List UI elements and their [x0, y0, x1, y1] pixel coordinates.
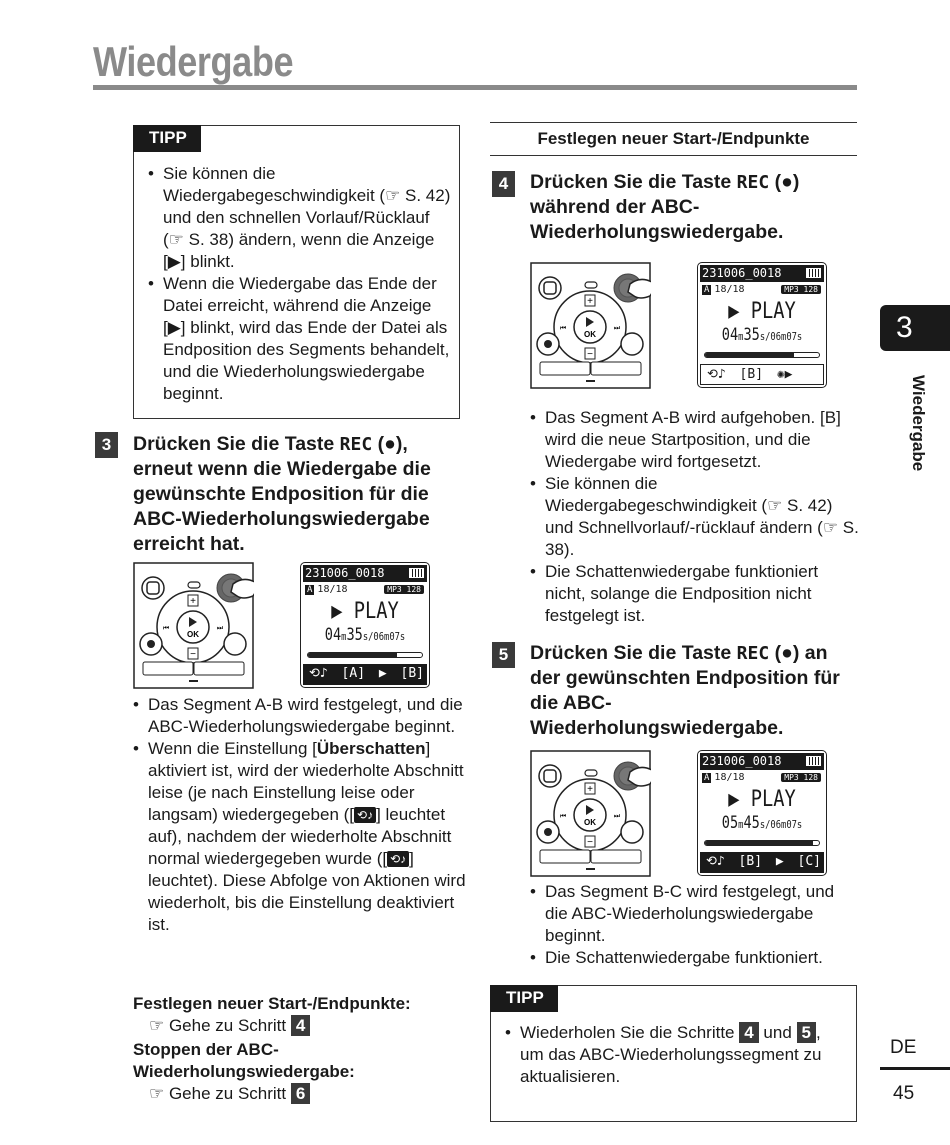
svg-text:⏮: ⏮ [559, 813, 567, 820]
step-number-5: 5 [492, 642, 515, 668]
svg-text:⏮: ⏮ [162, 625, 170, 632]
page-number: 45 [893, 1083, 915, 1104]
tipp-label: TIPP [490, 985, 558, 1012]
lcd-file-info: A 18/18 MP3 128 [698, 284, 826, 299]
lcd-abc-status: ⟲♪ [A] ▶ [B] [303, 664, 427, 685]
svg-text:+: + [190, 596, 196, 607]
step-3-heading [133, 432, 463, 557]
page-title: Wiedergabe [93, 38, 294, 85]
lcd-mode: ▶ PLAY [331, 599, 399, 624]
chapter-tab[interactable]: 3 [880, 305, 950, 351]
step-number-4: 4 [492, 171, 515, 197]
language-label: DE [890, 1037, 917, 1058]
format-badge: MP3 128 [384, 585, 424, 594]
svg-text:⏭: ⏭ [613, 813, 621, 820]
bullet: • Sie können die Wiedergabegeschwindigkeit (☞ S. 42) und Schnellvorlauf/-rücklauf ändern (☞ S. 38). [529, 473, 859, 561]
rec-key: REC [736, 172, 770, 193]
section-header: Festlegen neuer Start-/Endpunkte [490, 122, 857, 156]
bullet: • Das Segment A-B wird festgelegt, und die ABC-Wiederholungswiedergabe beginnt. [132, 694, 467, 738]
battery-icon [806, 756, 821, 766]
bullet: • Wenn die Einstellung [Überschatten] aktiviert ist, wird der wiederholte Abschnitt leise (je nach Einstellung leise oder langsam) wiedergegeben ([ ⟲♪ ] leuchtet auf), nachdem der wiederholte Abschnitt normal wiedergegeben wurde ([ ⟲♪ ] leuchtet). Diese Abfolge von Aktionen wird wiederholt, bis die Einstellung deaktiviert ist. [132, 738, 467, 936]
lcd-file-info: A 18/18 MP3 128 [698, 772, 826, 787]
device-illustration [133, 562, 254, 694]
heading-text: Drücken Sie die Taste [133, 433, 340, 455]
progress-fill [705, 353, 794, 357]
tipp-item: • Wiederholen Sie die Schritte 4 und 5 , um das ABC-Wiederholungssegment zu aktualisieren. [504, 1022, 834, 1088]
progress-bar [307, 652, 423, 658]
link-label: Festlegen neuer Start-/Endpunkte: [133, 994, 411, 1013]
lcd-screen [300, 562, 430, 688]
goto-step-6-link[interactable]: ☞ Gehe zu Schritt 6 [133, 1083, 463, 1105]
lcd-time: 04m35s/06m07s [324, 625, 406, 645]
svg-text:OK: OK [584, 330, 596, 339]
svg-text:+: + [587, 784, 593, 795]
bullet: • Die Schattenwiedergabe funktioniert nicht, solange die Endposition nicht festgelegt ist. [529, 561, 859, 627]
folder-icon: A [704, 285, 710, 295]
goto-step-4-link[interactable]: ☞ Gehe zu Schritt 4 [133, 1015, 463, 1037]
lcd-time: 04m35s/06m07s [721, 325, 803, 345]
lcd-filename: 231006_0018 [303, 565, 427, 582]
link-label: Stoppen der ABC-Wiederholungswiedergabe: [133, 1040, 355, 1081]
format-badge: MP3 128 [781, 285, 821, 294]
step-ref[interactable]: 4 [739, 1022, 758, 1043]
svg-text:−: − [587, 837, 593, 848]
progress-fill [308, 653, 397, 657]
lcd-time: 05m45s/06m07s [721, 813, 803, 833]
svg-text:+: + [587, 296, 593, 307]
recorder-svg [530, 750, 651, 877]
step-5-heading: Drücken Sie die Taste REC (●) an der gewünschten Endposition für die ABC-Wiederholungswiedergabe. [530, 642, 840, 739]
battery-icon [409, 568, 424, 578]
tipp-item: • Sie können die Wiedergabegeschwindigkeit (☞ S. 42) und den schnellen Vorlauf/Rücklauf (☞ S. 38) ändern, wenn die Anzeige [▶] blinkt. [147, 163, 452, 273]
progress-fill [705, 841, 813, 845]
lcd-abc-status: ⟲♪ [B] ✺▶ [700, 364, 824, 385]
device-illustration [530, 750, 651, 882]
svg-text:⏭: ⏭ [216, 625, 224, 632]
rec-key: REC [339, 434, 373, 455]
svg-text:⏮: ⏮ [559, 325, 567, 332]
shadow-playback-icon: ⟲♪ [387, 851, 409, 867]
tipp-label: TIPP [133, 125, 201, 152]
progress-bar [704, 352, 820, 358]
title-rule [93, 85, 857, 90]
rec-key: REC [736, 643, 770, 664]
step-number-3: 3 [95, 432, 118, 458]
heading-text: (●), erneut wenn die Wiedergabe die gewünschte Endposition für die ABC-Wiederholungswiedergabe erreicht hat. [133, 433, 431, 555]
chapter-label: Wiedergabe [909, 375, 928, 472]
svg-text:OK: OK [187, 630, 199, 639]
recorder-svg [133, 562, 254, 689]
recorder-svg [530, 262, 651, 389]
step-4-heading: Drücken Sie die Taste REC (●) während der ABC-Wiederholungswiedergabe. [530, 171, 800, 243]
folder-icon: A [307, 585, 313, 595]
lcd-mode: ▶ PLAY [728, 787, 796, 812]
svg-text:⏭: ⏭ [613, 325, 621, 332]
lcd-file-info: A 18/18 MP3 128 [301, 584, 429, 599]
tipp-item: • Wenn die Wiedergabe das Ende der Datei erreicht, während die Anzeige [▶] blinkt, wird das Ende der Datei als Endposition des Segments behandelt, und die Wiederholungswiedergabe beginnt. [147, 273, 452, 405]
device-illustration [530, 262, 651, 394]
tipp-box-left [133, 125, 460, 419]
bullet: • Die Schattenwiedergabe funktioniert. [529, 947, 859, 969]
bullet: • Das Segment A-B wird aufgehoben. [B] wird die neue Startposition, und die Wiedergabe wird fortgesetzt. [529, 407, 859, 473]
lcd-filename: 231006_0018 [700, 265, 824, 282]
lcd-filename: 231006_0018 [700, 753, 824, 770]
svg-text:OK: OK [584, 818, 596, 827]
progress-bar [704, 840, 820, 846]
lcd-mode: ▶ PLAY [728, 299, 796, 324]
tipp-box-right [490, 985, 857, 1122]
shadow-playback-icon: ⟲♪ [354, 807, 376, 823]
svg-text:−: − [587, 349, 593, 360]
bullet: • Das Segment B-C wird festgelegt, und die ABC-Wiederholungswiedergabe beginnt. [529, 881, 859, 947]
links [133, 993, 463, 1105]
footer-rule [880, 1067, 950, 1070]
lcd-screen [697, 750, 827, 876]
battery-icon [806, 268, 821, 278]
folder-icon: A [704, 773, 710, 783]
lcd-screen [697, 262, 827, 388]
step-ref[interactable]: 5 [797, 1022, 816, 1043]
svg-text:−: − [190, 649, 196, 660]
format-badge: MP3 128 [781, 773, 821, 782]
lcd-abc-status: ⟲♪ [B] ▶ [C] [700, 852, 824, 873]
